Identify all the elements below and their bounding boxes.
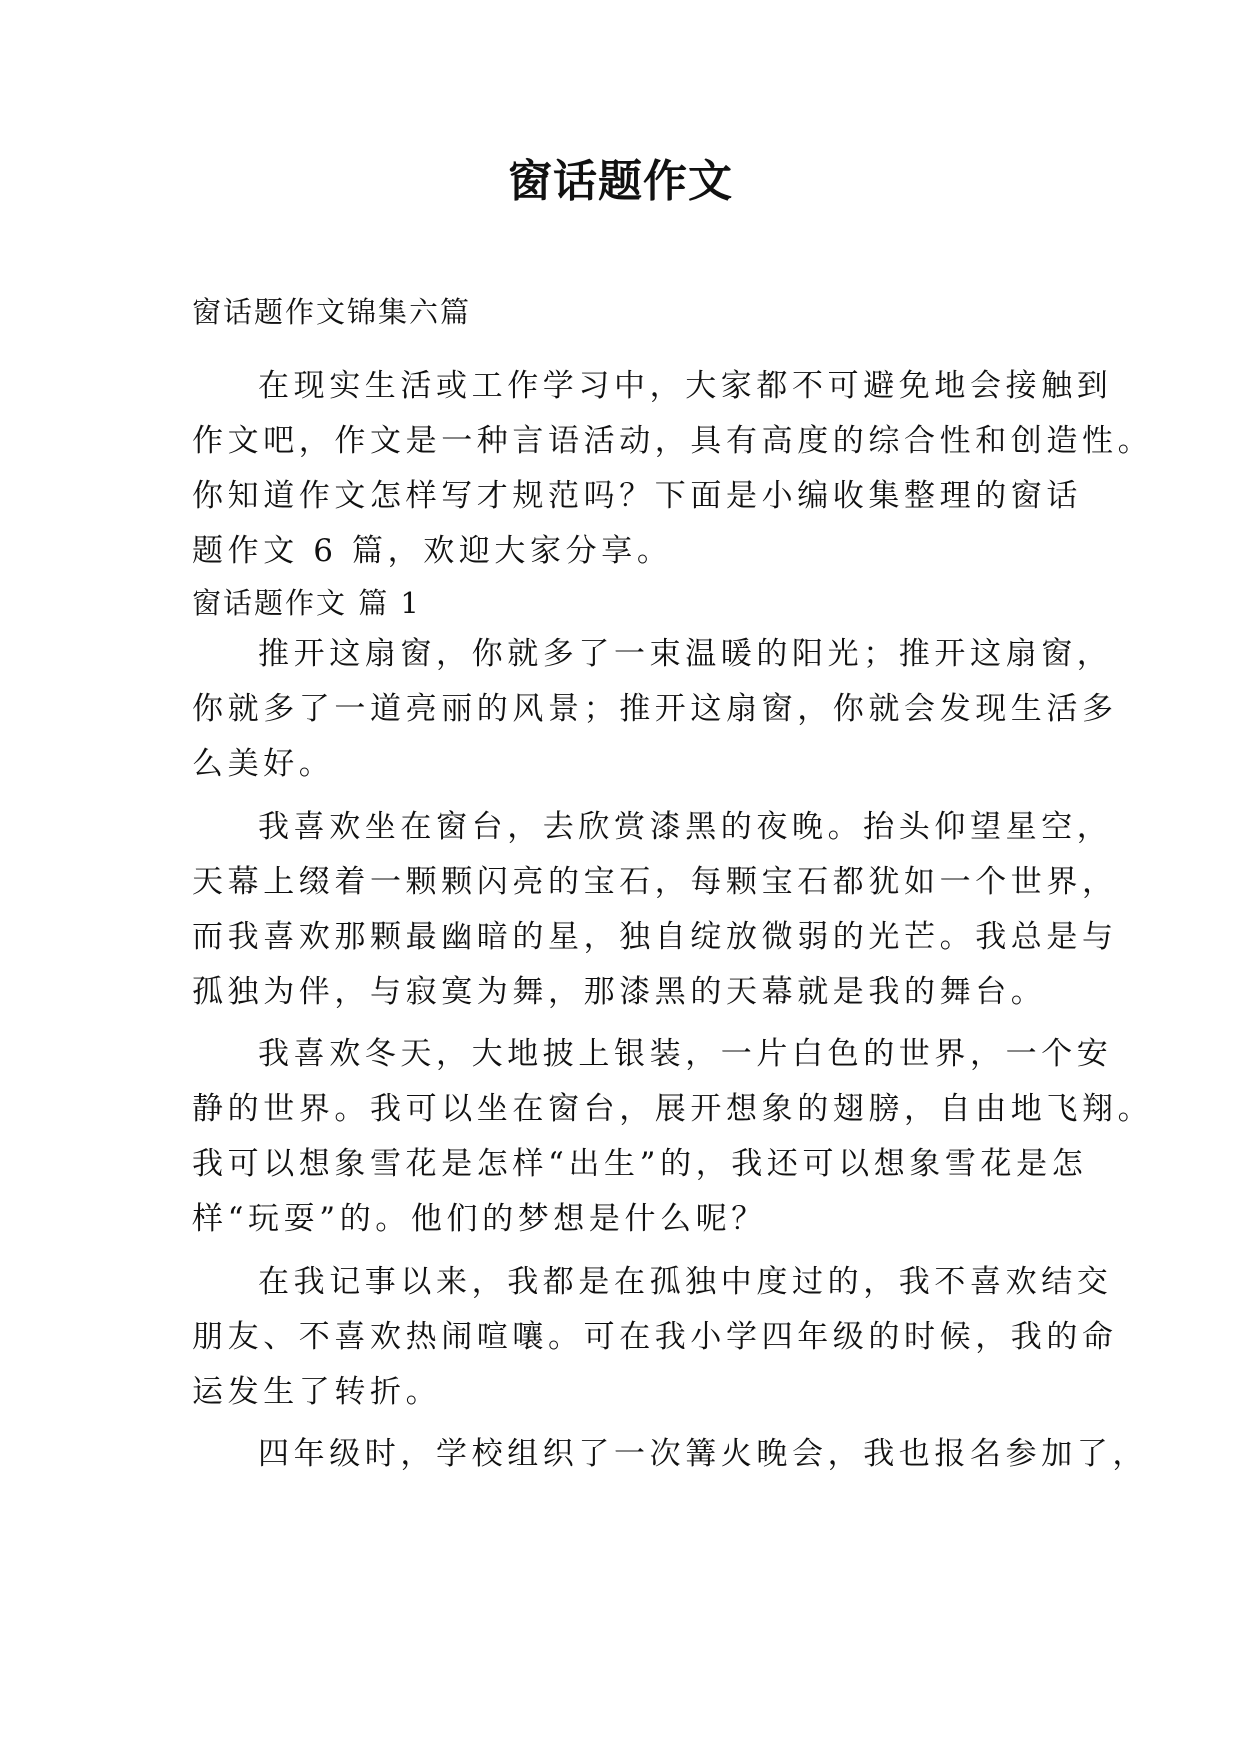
section-heading: 窗话题作文 篇 1 xyxy=(192,586,421,620)
paragraph-line: 么美好。 xyxy=(192,746,335,782)
paragraph-line: 天幕上缀着一颗颗闪亮的宝石，每颗宝石都犹如一个世界， xyxy=(192,864,1118,900)
paragraph-line: 我喜欢坐在窗台，去欣赏漆黑的夜晚。抬头仰望星空， xyxy=(258,809,1113,845)
paragraph-line: 作文吧，作文是一种言语活动，具有高度的综合性和创造性。 xyxy=(192,423,1154,459)
paragraph-line: 运发生了转折。 xyxy=(192,1374,442,1410)
paragraph-line: 孤独为伴，与寂寞为舞，那漆黑的天幕就是我的舞台。 xyxy=(192,974,1047,1010)
paragraph-line: 朋友、不喜欢热闹喧嚷。可在我小学四年级的时候，我的命 xyxy=(192,1319,1118,1355)
paragraph-line: 推开这扇窗，你就多了一束温暖的阳光；推开这扇窗， xyxy=(258,636,1113,672)
paragraph-line: 在现实生活或工作学习中，大家都不可避免地会接触到 xyxy=(258,368,1113,404)
paragraph-line: 而我喜欢那颗最幽暗的星，独自绽放微弱的光芒。我总是与 xyxy=(192,919,1118,955)
paragraph-line: 题作文 6 篇，欢迎大家分享。 xyxy=(192,533,673,569)
paragraph-line: 在我记事以来，我都是在孤独中度过的，我不喜欢结交 xyxy=(258,1264,1113,1300)
paragraph-line: 样“玩耍”的。他们的梦想是什么呢？ xyxy=(192,1201,767,1237)
paragraph-line: 四年级时，学校组织了一次篝火晚会，我也报名参加了， xyxy=(258,1436,1148,1472)
paragraph-line: 我可以想象雪花是怎样“出生”的，我还可以想象雪花是怎 xyxy=(192,1146,1088,1182)
paragraph-line: 你就多了一道亮丽的风景；推开这扇窗，你就会发现生活多 xyxy=(192,691,1118,727)
document-subtitle: 窗话题作文锦集六篇 xyxy=(192,295,472,329)
paragraph-line: 你知道作文怎样写才规范吗？下面是小编收集整理的窗话 xyxy=(192,478,1082,514)
paragraph-line: 静的世界。我可以坐在窗台，展开想象的翅膀，自由地飞翔。 xyxy=(192,1091,1154,1127)
paragraph-line: 我喜欢冬天，大地披上银装，一片白色的世界，一个安 xyxy=(258,1036,1113,1072)
document-title: 窗话题作文 xyxy=(508,156,733,207)
